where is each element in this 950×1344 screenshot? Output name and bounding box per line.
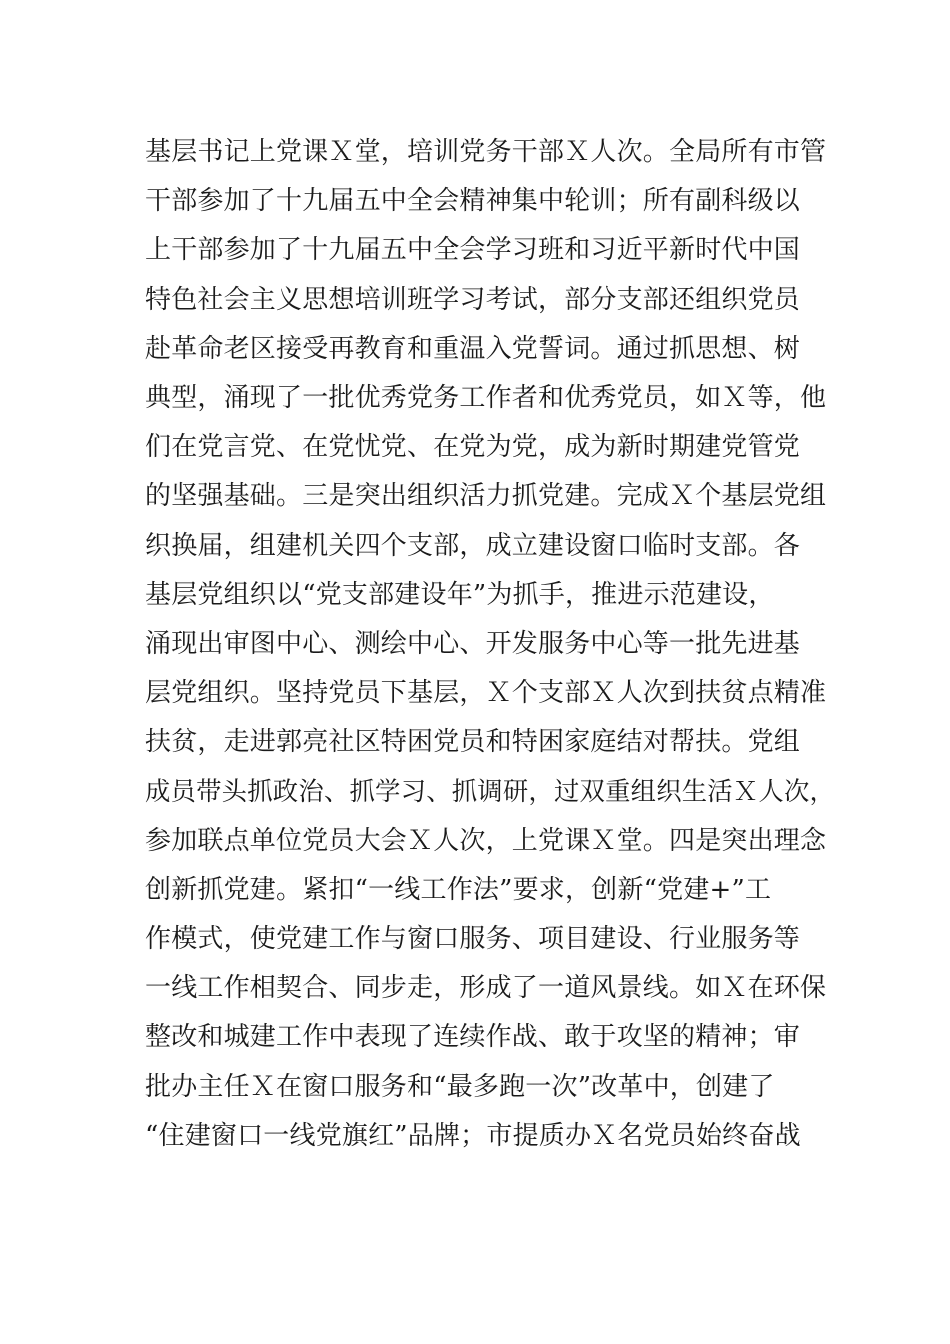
text-line: 创新抓党建。紧扣“一线工作法”要求，创新“党建+”工 (145, 874, 772, 905)
text-line: 赴革命老区接受再教育和重温入党誓词。通过抓思想、树 (145, 333, 801, 364)
text-line: 批办主任Ｘ在窗口服务和“最多跑一次”改革中，创建了 (145, 1071, 775, 1102)
text-line: 作模式，使党建工作与窗口服务、项目建设、行业服务等 (145, 924, 801, 954)
text-line: 特色社会主义思想培训班学习考试，部分支部还组织党员 (145, 284, 801, 315)
text-line: 们在党言党、在党忧党、在党为党，成为新时期建党管党 (145, 432, 801, 463)
text-line: “住建窗口一线党旗红”品牌；市提质办Ｘ名党员始终奋战 (145, 1120, 801, 1151)
text-line: 干部参加了十九届五中全会精神集中轮训；所有副科级以 (145, 186, 801, 217)
text-line: 整改和城建工作中表现了连续作战、敢于攻坚的精神；审 (145, 1022, 801, 1053)
text-line: 典型，涌现了一批优秀党务工作者和优秀党员，如Ｘ等，他 (145, 382, 827, 413)
text-line: 涌现出审图中心、测绘中心、开发服务中心等一批先进基 (145, 628, 801, 659)
text-line: 扶贫，走进郭亮社区特困党员和特困家庭结对帮扶。党组 (145, 727, 801, 758)
text-line: 基层党组织以“党支部建设年”为抓手，推进示范建设， (145, 579, 775, 610)
text-line: 基层书记上党课Ｘ堂，培训党务干部Ｘ人次。全局所有市管 (145, 137, 827, 167)
text-line: 织换届，组建机关四个支部，成立建设窗口临时支部。各 (145, 530, 801, 561)
text-line: 参加联点单位党员大会Ｘ人次，上党课Ｘ堂。四是突出理念 (145, 825, 827, 856)
text-line: 成员带头抓政治、抓学习、抓调研，过双重组织生活Ｘ人次， (145, 776, 836, 807)
text-line: 层党组织。坚持党员下基层，Ｘ个支部Ｘ人次到扶贫点精准 (145, 678, 827, 709)
text-line: 一线工作相契合、同步走，形成了一道风景线。如Ｘ在环保 (145, 973, 827, 1004)
body-paragraph (145, 128, 835, 1161)
text-line: 上干部参加了十九届五中全会学习班和习近平新时代中国 (145, 235, 801, 266)
text-line: 的坚强基础。三是突出组织活力抓党建。完成Ｘ个基层党组 (145, 481, 827, 512)
